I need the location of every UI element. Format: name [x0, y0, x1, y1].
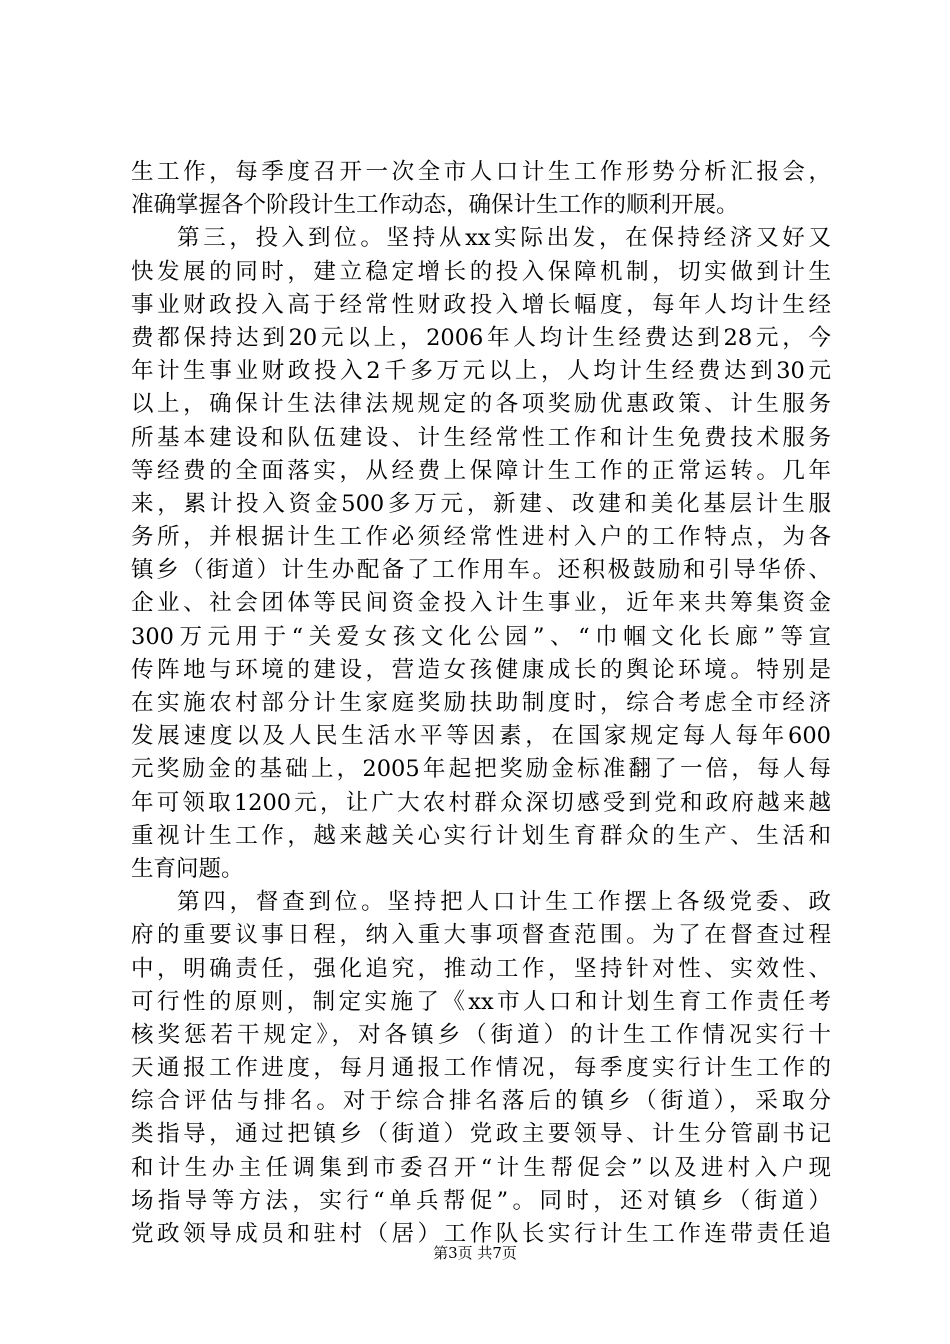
text-line: 准确掌握各个阶段计生工作动态，确保计生工作的顺利开展。	[131, 192, 739, 219]
text-line: 元奖励金的基础上，2005年起把奖励金标准翻了一倍，每人每	[131, 756, 831, 783]
text-line: 第三，投入到位。坚持从xx实际出发，在保持经济又好又	[177, 225, 831, 252]
text-line: 党政领导成员和驻村（居）工作队长实行计生工作连带责任追	[131, 1221, 831, 1247]
text-line: 可行性的原则，制定实施了《xx市人口和计划生育工作责任考	[131, 988, 831, 1015]
text-line: 核奖惩若干规定》，对各镇乡（街道）的计生工作情况实行十	[131, 1021, 831, 1048]
text-line: 年可领取1200元，让广大农村群众深切感受到党和政府越来越	[131, 789, 831, 816]
text-line: 综合评估与排名。对于综合排名落后的镇乡（街道），采取分	[131, 1088, 831, 1115]
text-line: 中，明确责任，强化追究，推动工作，坚持针对性、实效性、	[131, 955, 831, 982]
text-line: 传阵地与环境的建设，营造女孩健康成长的舆论环境。特别是	[131, 656, 831, 683]
text-line: 和计生办主任调集到市委召开“计生帮促会”以及进村入户现	[131, 1154, 831, 1181]
text-line: 事业财政投入高于经常性财政投入增长幅度，每年人均计生经	[131, 291, 831, 318]
text-line: 所基本建设和队伍建设、计生经常性工作和计生免费技术服务	[131, 424, 831, 451]
text-line: 镇乡（街道）计生办配备了工作用车。还积极鼓励和引导华侨、	[131, 557, 831, 584]
text-line: 企业、社会团体等民间资金投入计生事业，近年来共筹集资金	[131, 590, 831, 617]
text-line: 府的重要议事日程，纳入重大事项督查范围。为了在督查过程	[131, 922, 831, 949]
document-body	[131, 156, 831, 1251]
text-line: 300万元用于“关爱女孩文化公园”、“巾帼文化长廊”等宣	[131, 623, 831, 650]
text-line: 快发展的同时，建立稳定增长的投入保障机制，切实做到计生	[131, 258, 831, 285]
text-line: 来，累计投入资金500多万元，新建、改建和美化基层计生服	[131, 490, 831, 517]
text-line: 务所，并根据计生工作必须经常性进村入户的工作特点，为各	[131, 524, 831, 551]
text-line: 等经费的全面落实，从经费上保障计生工作的正常运转。几年	[131, 457, 831, 484]
text-line: 场指导等方法，实行“单兵帮促”。同时，还对镇乡（街道）	[131, 1187, 831, 1214]
text-line: 天通报工作进度，每月通报工作情况，每季度实行计生工作的	[131, 1055, 831, 1082]
text-line: 发展速度以及人民生活水平等因素，在国家规定每人每年600	[131, 723, 831, 750]
text-line: 重视计生工作，越来越关心实行计划生育群众的生产、生活和	[131, 822, 831, 849]
text-line: 年计生事业财政投入2千多万元以上，人均计生经费达到30元	[131, 358, 831, 385]
text-line: 以上，确保计生法律法规规定的各项奖励优惠政策、计生服务	[131, 391, 831, 418]
page-footer: 第3页 共7页	[433, 1244, 517, 1262]
text-line: 生工作，每季度召开一次全市人口计生工作形势分析汇报会，	[131, 159, 831, 185]
text-line: 第四，督查到位。坚持把人口计生工作摆上各级党委、政	[177, 889, 831, 916]
text-line: 在实施农村部分计生家庭奖励扶助制度时，综合考虑全市经济	[131, 690, 831, 716]
text-line: 生育问题。	[131, 855, 244, 882]
text-line: 费都保持达到20元以上，2006年人均计生经费达到28元，今	[131, 324, 831, 351]
text-line: 类指导，通过把镇乡（街道）党政主要领导、计生分管副书记	[131, 1121, 831, 1148]
